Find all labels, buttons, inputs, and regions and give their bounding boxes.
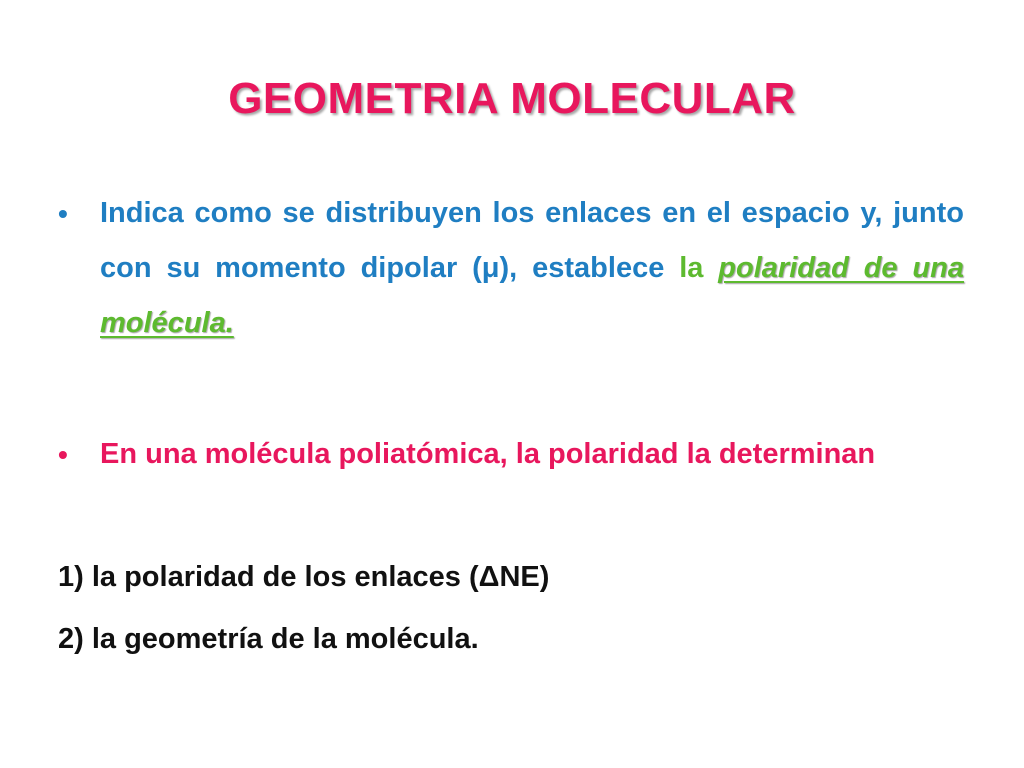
bullet-text-main: Indica como se distribuyen los enlaces en el espacio y, junto con su momento dipolar (μ), establece [100, 197, 964, 284]
bullet-icon: • [58, 439, 68, 470]
bullet-text: En una molécula poliatómica, la polaridad la determinan [100, 438, 876, 470]
bullet-item-geometry-definition [58, 186, 964, 351]
list-item-bond-polarity: 1) la polaridad de los enlaces (ΔNE) [58, 561, 550, 593]
bullet-icon: • [58, 198, 68, 229]
bullet-text-la: la [679, 252, 719, 284]
slide-title: GEOMETRIA MOLECULAR [228, 74, 796, 123]
list-item-molecule-geometry: 2) la geometría de la molécula. [58, 623, 479, 655]
bullet-text-emphasis: polaridad de una molécula. [100, 252, 964, 339]
bullet-item-polyatomic [58, 427, 964, 482]
bullet-text [100, 186, 964, 351]
